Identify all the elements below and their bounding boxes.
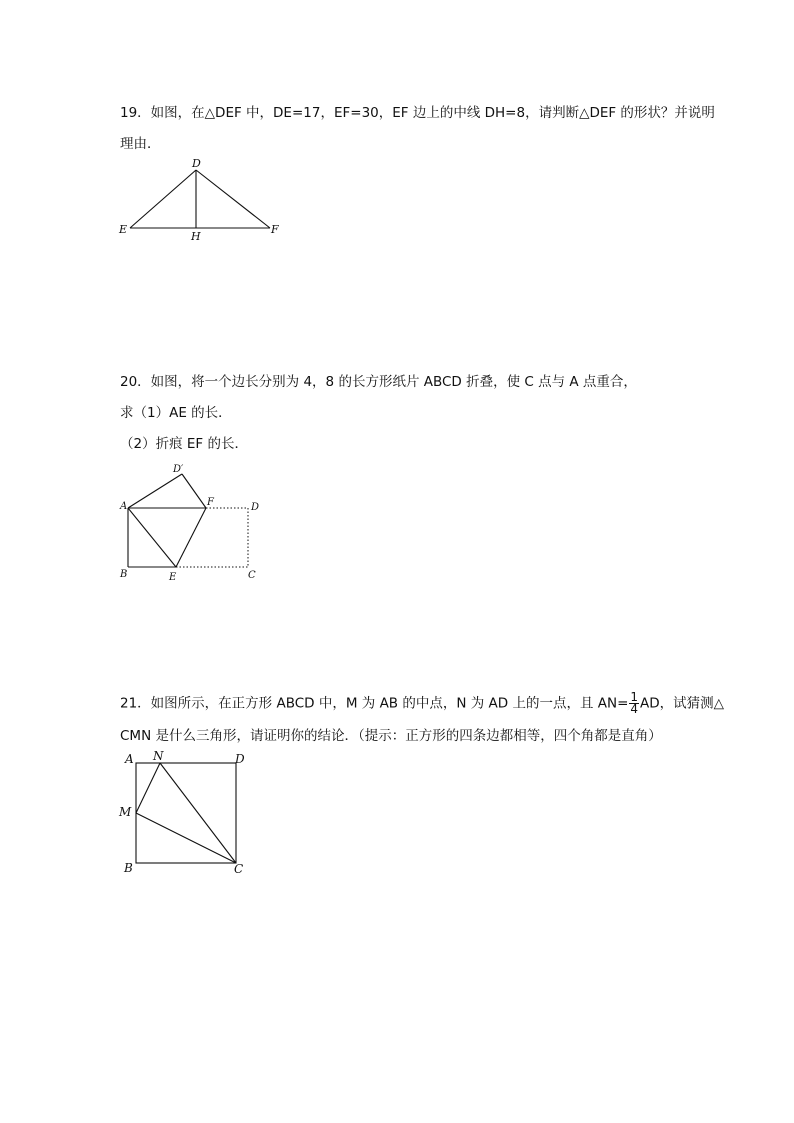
label-H: H <box>191 230 201 243</box>
label-B: B <box>120 569 128 580</box>
label-F: F <box>207 497 214 508</box>
q20-text-line3: （2）折痕 EF 的长． <box>120 436 248 452</box>
fraction-denominator: 4 <box>630 702 639 716</box>
label-M: M <box>119 805 132 819</box>
q21-text-post: AD，试猜测△ <box>640 695 725 712</box>
q19-text-line1: 19．如图，在△DEF 中，DE=17，EF=30，EF 边上的中线 DH=8，请判断△DEF 的形状？并说明 <box>120 105 715 121</box>
label-E: E <box>169 572 177 583</box>
q19-text-line2: 理由． <box>120 136 161 152</box>
q21-text-line2: CMN 是什么三角形，请证明你的结论．（提示：正方形的四条边都相等，四个角都是直角） <box>120 728 662 744</box>
segment-EF <box>176 508 206 567</box>
segment-DF <box>196 170 270 228</box>
segment-DE <box>130 170 196 228</box>
segment-AE <box>128 508 176 567</box>
segment-AD-prime <box>128 474 182 508</box>
label-A: A <box>120 501 128 512</box>
q21-text-line1 <box>120 692 724 715</box>
q20-figure <box>110 460 270 590</box>
segment-MN <box>136 763 160 813</box>
label-N: N <box>153 749 164 763</box>
label-D: D <box>251 502 260 513</box>
q20-text-line1: 20．如图，将一个边长分别为 4，8 的长方形纸片 ABCD 折叠，使 C 点与 A 点重合， <box>120 374 637 390</box>
label-D-prime: D′ <box>173 464 184 475</box>
segment-MC <box>136 813 236 863</box>
segment-NC <box>160 763 236 863</box>
square-ABCD <box>136 763 236 863</box>
label-C: C <box>234 862 244 876</box>
q21-text-pre: 21．如图所示，在正方形 ABCD 中，M 为 AB 的中点，N 为 AD 上的一点，且 AN= <box>120 695 629 712</box>
label-E: E <box>119 223 128 236</box>
segment-D-prime-F <box>182 474 206 508</box>
label-D: D <box>192 157 201 170</box>
fraction-one-quarter <box>629 692 639 715</box>
label-C: C <box>248 570 256 581</box>
fraction-numerator: 1 <box>630 690 639 704</box>
label-B: B <box>124 861 133 875</box>
dotted-FDC <box>176 508 248 567</box>
label-A: A <box>125 752 134 766</box>
label-F: F <box>271 223 279 236</box>
label-D: D <box>235 752 245 766</box>
q21-figure <box>115 748 265 878</box>
q19-figure <box>110 155 310 245</box>
q20-text-line2: 求（1）AE 的长． <box>120 405 232 421</box>
